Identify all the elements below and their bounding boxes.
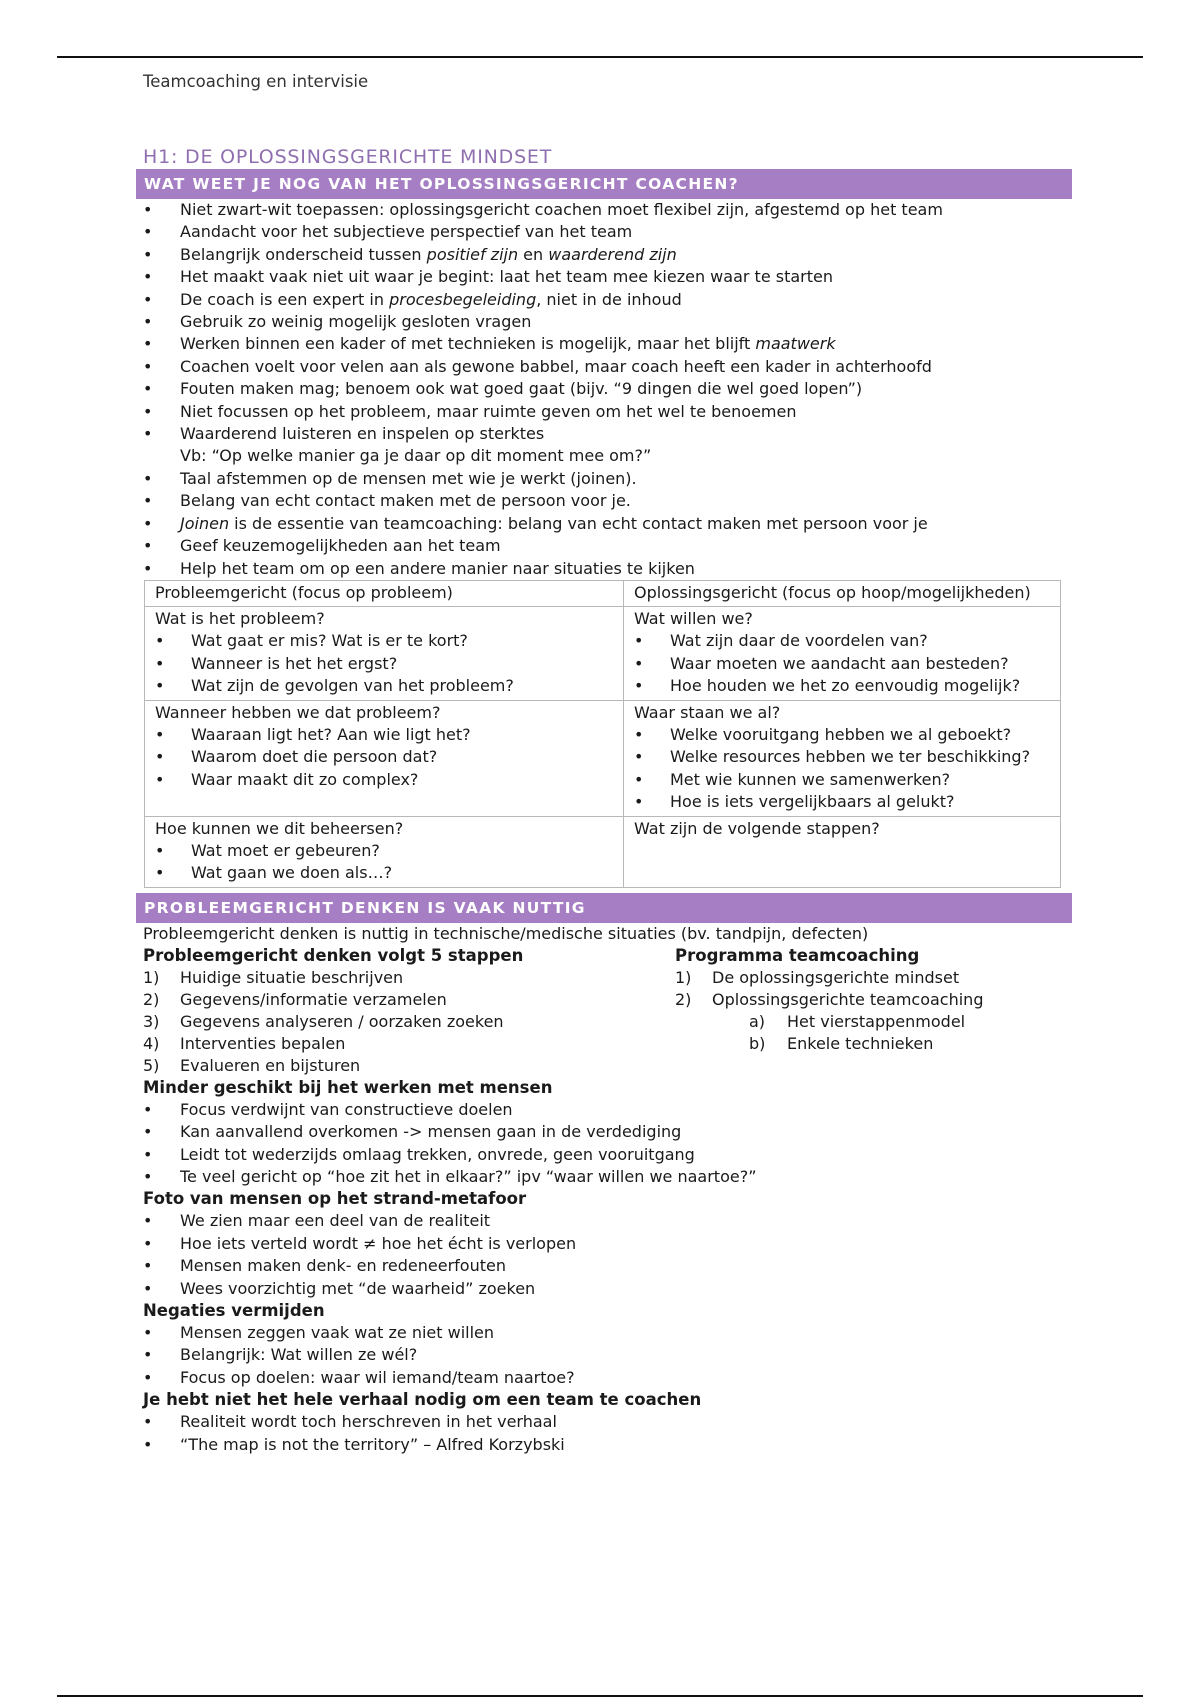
text-run: Evalueren en bijsturen <box>180 1055 361 1075</box>
text-run: Werken binnen een kader of met technieken is mogelijk, maar het blijft <box>180 334 756 354</box>
list-item: • Wat zijn de gevolgen van het probleem? <box>155 675 613 697</box>
list-item: • Het maakt vaak niet uit waar je begint: laat het team mee kiezen waar te starten <box>137 266 1067 288</box>
list-item: • Coachen voelt voor velen aan als gewone babbel, maar coach heeft een kader in achterhoofd <box>137 356 1067 378</box>
cell-lead: Wat is het probleem? <box>155 608 325 628</box>
list-number: 2) <box>675 989 692 1009</box>
list-item <box>143 1033 675 1055</box>
table-header-row <box>145 580 1061 606</box>
cell-lead: Hoe kunnen we dit beheersen? <box>155 818 404 838</box>
emphasis: positief zijn <box>426 244 519 264</box>
emphasis: maatwerk <box>755 334 836 354</box>
list-item: • Wees voorzichtig met “de waarheid” zoeken <box>137 1278 1067 1300</box>
list-item: • Wat gaan we doen als…? <box>155 862 613 884</box>
emphasis: waarderend zijn <box>548 244 677 264</box>
list-item: • Gebruik zo weinig mogelijk gesloten vragen <box>137 311 1067 333</box>
table-cell <box>624 816 1061 887</box>
example-line: Vb: “Op welke manier ga je daar op dit moment mee om?” <box>180 446 652 466</box>
emphasis: procesbegeleiding <box>389 289 537 309</box>
list-item: • Hoe houden we het zo eenvoudig mogelijk? <box>634 675 1050 697</box>
list-item: • Welke vooruitgang hebben we al geboekt? <box>634 724 1050 746</box>
list-item <box>143 1011 675 1033</box>
list-item: • Waar maakt dit zo complex? <box>155 769 613 791</box>
cell-list <box>634 724 1050 814</box>
page-content <box>137 145 1067 1456</box>
cell-list <box>155 840 613 885</box>
section-band: PROBLEEMGERICHT DENKEN IS VAAK NUTTIG <box>136 893 1072 923</box>
text-run: De oplossingsgerichte mindset <box>712 967 960 987</box>
list-item <box>143 967 675 989</box>
cell-list <box>634 630 1050 697</box>
list-item <box>675 989 1065 1011</box>
list-item: • Wanneer is het het ergst? <box>155 653 613 675</box>
bullet-list <box>137 199 1067 580</box>
list-item <box>675 1033 1065 1055</box>
list-item: • Welke resources hebben we ter beschikking? <box>634 746 1050 768</box>
program-column <box>675 945 1065 1077</box>
cell-list <box>155 724 613 791</box>
list-item: • Wat zijn daar de voordelen van? <box>634 630 1050 652</box>
list-item: • Waar moeten we aandacht aan besteden? <box>634 653 1050 675</box>
list-item <box>137 423 1067 468</box>
list-item: • Taal afstemmen op de mensen met wie je werkt (joinen). <box>137 468 1067 490</box>
cell-lead: Wat zijn de volgende stappen? <box>634 818 880 838</box>
list-number: a) <box>749 1011 766 1031</box>
text-run: Huidige situatie beschrijven <box>180 967 404 987</box>
cell-lead: Wanneer hebben we dat probleem? <box>155 702 441 722</box>
list-item: • Mensen maken denk- en redeneerfouten <box>137 1255 1067 1277</box>
cell-lead: Waar staan we al? <box>634 702 781 722</box>
list-item: • Waaraan ligt het? Aan wie ligt het? <box>155 724 613 746</box>
text-run: De coach is een expert in <box>180 289 390 309</box>
list-item <box>143 989 675 1011</box>
cell-lead: Wat willen we? <box>634 608 753 628</box>
bullet-list <box>137 1322 1067 1389</box>
table-cell <box>145 700 624 816</box>
text-run: Het vierstappenmodel <box>787 1011 966 1031</box>
text-run: Enkele technieken <box>787 1033 934 1053</box>
table-cell <box>145 816 624 887</box>
two-column-block <box>137 945 1067 1077</box>
subheading: Probleemgericht denken volgt 5 stappen <box>143 945 524 965</box>
list-item <box>137 333 1067 355</box>
table-row <box>145 700 1061 816</box>
text-run: Interventies bepalen <box>180 1033 346 1053</box>
list-item: • Wat moet er gebeuren? <box>155 840 613 862</box>
list-item: • Realiteit wordt toch herschreven in het verhaal <box>137 1411 1067 1433</box>
table-cell <box>145 606 624 700</box>
footer-rule <box>57 1695 1143 1697</box>
list-item <box>675 967 1065 989</box>
program-list <box>675 967 1065 1011</box>
list-item: • Mensen zeggen vaak wat ze niet willen <box>137 1322 1067 1344</box>
subheading: Negaties vermijden <box>143 1301 325 1321</box>
cell-list <box>155 630 613 697</box>
subheading: Minder geschikt bij het werken met mensen <box>143 1077 553 1097</box>
list-item: • Te veel gericht op “hoe zit het in elkaar?” ipv “waar willen we naartoe?” <box>137 1166 1067 1188</box>
chapter-title: H1: DE OPLOSSINGSGERICHTE MINDSET <box>143 146 553 168</box>
table-cell <box>624 606 1061 700</box>
list-item: • Aandacht voor het subjectieve perspectief van het team <box>137 221 1067 243</box>
list-item: • Hoe iets verteld wordt ≠ hoe het écht is verlopen <box>137 1233 1067 1255</box>
list-item: • Niet zwart-wit toepassen: oplossingsgericht coachen moet flexibel zijn, afgestemd op het team <box>137 199 1067 221</box>
list-item <box>143 1055 675 1077</box>
list-item: • Focus op doelen: waar wil iemand/team naartoe? <box>137 1367 1067 1389</box>
header-rule <box>57 56 1143 58</box>
steps-list <box>137 967 675 1077</box>
text-run: , niet in de inhoud <box>536 289 682 309</box>
list-item: • Fouten maken mag; benoem ook wat goed gaat (bijv. “9 dingen die wel goed lopen”) <box>137 378 1067 400</box>
text-run: Oplossingsgerichte teamcoaching <box>712 989 984 1009</box>
list-item: • Leidt tot wederzijds omlaag trekken, onvrede, geen vooruitgang <box>137 1144 1067 1166</box>
list-item: • Wat gaat er mis? Wat is er te kort? <box>155 630 613 652</box>
list-item <box>137 513 1067 535</box>
column-header: Oplossingsgericht (focus op hoop/mogelijkheden) <box>624 580 1061 606</box>
list-item: • Kan aanvallend overkomen -> mensen gaan in de verdediging <box>137 1121 1067 1143</box>
list-item: • Belangrijk: Wat willen ze wél? <box>137 1344 1067 1366</box>
table-row <box>145 816 1061 887</box>
bullet-list <box>137 1099 1067 1189</box>
list-number: 1) <box>143 967 160 987</box>
list-item <box>137 244 1067 266</box>
table-cell <box>624 700 1061 816</box>
list-item: • Belang van echt contact maken met de persoon voor je. <box>137 490 1067 512</box>
subheading: Foto van mensen op het strand-metafoor <box>143 1189 527 1209</box>
text-run: • Waarderend luisteren en inspelen op sterktes <box>180 424 545 444</box>
program-sublist <box>675 1011 1065 1055</box>
emphasis: Joinen <box>180 513 230 533</box>
list-item: • Niet focussen op het probleem, maar ruimte geven om het wel te benoemen <box>137 401 1067 423</box>
intro-paragraph: Probleemgericht denken is nuttig in technische/medische situaties (bv. tandpijn, defecten) <box>143 923 869 943</box>
list-item <box>675 1011 1065 1033</box>
text-run: Belangrijk onderscheid tussen <box>180 244 427 264</box>
list-item: • Hoe is iets vergelijkbaars al gelukt? <box>634 791 1050 813</box>
subheading: Je hebt niet het hele verhaal nodig om een team te coachen <box>143 1390 702 1410</box>
list-number: b) <box>749 1033 766 1053</box>
comparison-table <box>144 580 1061 888</box>
list-item: • “The map is not the territory” – Alfred Korzybski <box>137 1434 1067 1456</box>
text-run: is de essentie van teamcoaching: belang van echt contact maken met persoon voor je <box>229 513 928 533</box>
subheading: Programma teamcoaching <box>675 945 920 965</box>
table-row <box>145 606 1061 700</box>
steps-column <box>137 945 675 1077</box>
list-item: • Help het team om op een andere manier naar situaties te kijken <box>137 558 1067 580</box>
list-item: • Focus verdwijnt van constructieve doelen <box>137 1099 1067 1121</box>
list-item: • Met wie kunnen we samenwerken? <box>634 769 1050 791</box>
section-band: WAT WEET JE NOG VAN HET OPLOSSINGSGERICHT COACHEN? <box>136 169 1072 199</box>
running-header: Teamcoaching en intervisie <box>143 72 369 91</box>
list-number: 2) <box>143 989 160 1009</box>
list-item: • Waarom doet die persoon dat? <box>155 746 613 768</box>
list-item <box>137 289 1067 311</box>
bullet-list <box>137 1411 1067 1456</box>
list-item: • We zien maar een deel van de realiteit <box>137 1210 1067 1232</box>
text-run: Gegevens/informatie verzamelen <box>180 989 447 1009</box>
text-run: en <box>518 244 549 264</box>
column-header: Probleemgericht (focus op probleem) <box>145 580 624 606</box>
text-run: Gegevens analyseren / oorzaken zoeken <box>180 1011 504 1031</box>
list-item: • Geef keuzemogelijkheden aan het team <box>137 535 1067 557</box>
bullet-list <box>137 1210 1067 1300</box>
list-number: 5) <box>143 1055 160 1075</box>
list-number: 1) <box>675 967 692 987</box>
list-number: 4) <box>143 1033 160 1053</box>
list-number: 3) <box>143 1011 160 1031</box>
